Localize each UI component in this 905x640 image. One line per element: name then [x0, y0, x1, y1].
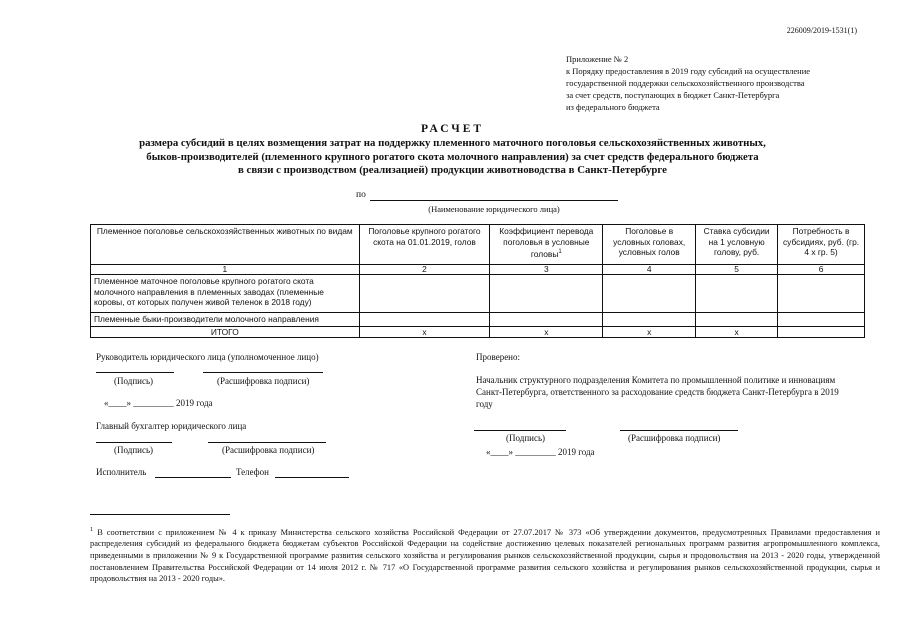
col-number: 3	[490, 265, 603, 275]
appendix-line: государственной поддержки сельскохозяйственного производства	[566, 78, 805, 88]
organization-name-caption: (Наименование юридического лица)	[428, 204, 560, 214]
header-cell-need: Потребность в субсидиях, руб. (гр. 4 х гр. 5)	[778, 225, 865, 265]
executor-label: Исполнитель	[96, 467, 147, 477]
table-cell-input[interactable]	[696, 313, 778, 327]
accountant-signature-line[interactable]	[96, 442, 172, 443]
header-cell-conditional: Поголовье в условных головах, условных голов	[603, 225, 696, 265]
decoding-caption: (Расшифровка подписи)	[222, 445, 315, 455]
footnote	[90, 524, 880, 585]
appendix-line: к Порядку предоставления в 2019 году субсидий на осуществление	[566, 66, 811, 76]
total-mark: x	[603, 326, 696, 338]
committee-decoding-line[interactable]	[620, 430, 738, 431]
table-cell-input[interactable]	[603, 313, 696, 327]
total-value-cell[interactable]	[778, 326, 865, 338]
accountant-decoding-line[interactable]	[208, 442, 326, 443]
footnote-mark: 1	[90, 526, 94, 533]
table-cell-input[interactable]	[778, 275, 865, 313]
header-cell-rate: Ставка субсидии на 1 условную голову, руб.	[696, 225, 778, 265]
header-cell-headcount: Поголовье крупного рогатого скота на 01.01.2019, голов	[359, 225, 490, 265]
row-label-bulls: Племенные быки-производители молочного направления	[91, 313, 360, 327]
date-field[interactable]: «____» _________ 2019 года	[104, 398, 213, 408]
col-number: 4	[603, 265, 696, 275]
decoding-caption: (Расшифровка подписи)	[628, 433, 721, 443]
signature-caption: (Подпись)	[506, 433, 546, 443]
table-cell-input[interactable]	[603, 275, 696, 313]
header-coefficient-text: Коэффициент перевода поголовья в условные головы	[499, 226, 594, 259]
appendix-line: Приложение № 2	[566, 54, 629, 64]
signature-caption: (Подпись)	[114, 445, 154, 455]
committee-signature-line[interactable]	[474, 430, 566, 431]
col-number: 2	[359, 265, 490, 275]
po-label: по	[356, 190, 366, 200]
appendix-line: из федерального бюджета	[566, 102, 660, 112]
table-cell-input[interactable]	[490, 313, 603, 327]
head-decoding-line[interactable]	[203, 372, 323, 373]
row-label-cows: Племенное маточное поголовье крупного рогатого скота молочного направления в племенных заводах (племенные коровы, от которых получен живой теленок в 2018 году)	[91, 275, 360, 313]
table-cell-input[interactable]	[359, 275, 490, 313]
total-label: ИТОГО	[91, 326, 360, 338]
checked-label: Проверено:	[476, 352, 521, 362]
total-mark: x	[359, 326, 490, 338]
table-cell-input[interactable]	[696, 275, 778, 313]
table-cell-input[interactable]	[778, 313, 865, 327]
signature-caption: (Подпись)	[114, 376, 154, 386]
date-field[interactable]: «____» _________ 2019 года	[486, 447, 595, 457]
total-mark: x	[696, 326, 778, 338]
decoding-caption: (Расшифровка подписи)	[217, 376, 310, 386]
phone-line[interactable]	[275, 477, 349, 478]
header-cell-animals: Племенное поголовье сельскохозяйственных животных по видам	[91, 225, 360, 265]
footnote-ref: 1	[558, 249, 562, 256]
table-cell-input[interactable]	[359, 313, 490, 327]
calculation-table	[90, 224, 865, 338]
accountant-title: Главный бухгалтер юридического лица	[96, 421, 247, 431]
footnote-text: В соответствии с приложением № 4 к приказу Министерства сельского хозяйства Российской Федерации от 27.07.2017 № 373 «Об утверждении документов, предусмотренных Правилами предоставления и распределения субсидий из федерального бюджета бюджетам субъектов Российской Федерации на содействие достижению целевых показателей региональных программ развития агропромышленного комплекса, приведенными в приложении № 9 к Государственной программе развития сельского хозяйства и регулирования рынков сельскохозяйственной продукции, сырья и продовольствия на 2013 - 2020 годы, утвержденной постановлением Правительства Российской Федерации от 14 июля 2012 г. № 717 «О Государственной программе развития сельского хозяйства и регулирования рынков сельскохозяйственной продукции, сырья и продовольствия на 2013 - 2020 годы».	[90, 527, 880, 584]
document-title: РАСЧЕТ	[420, 123, 485, 135]
document-id: 226009/2019-1531(1)	[786, 26, 857, 35]
phone-label: Телефон	[236, 467, 269, 477]
subtitle-line: в связи с производством (реализацией) продукции животноводства в Санкт-Петербурге	[238, 164, 667, 177]
col-number: 6	[778, 265, 865, 275]
subtitle-line: быков-производителей (племенного крупного рогатого скота молочного направления) за счет средств федерального бюджета	[146, 150, 759, 163]
document-subtitle	[40, 137, 865, 178]
executor-line[interactable]	[155, 477, 231, 478]
head-signature-line[interactable]	[96, 372, 174, 373]
appendix-line: за счет средств, поступающих в бюджет Санкт-Петербурга	[566, 90, 780, 100]
subtitle-line: размера субсидий в целях возмещения затрат на поддержку племенного маточного поголовья сельскохозяйственных животных,	[139, 137, 766, 149]
footnote-separator	[90, 514, 230, 515]
head-title: Руководитель юридического лица (уполномоченное лицо)	[96, 352, 319, 362]
col-number: 1	[91, 265, 360, 275]
col-number: 5	[696, 265, 778, 275]
table-cell-input[interactable]	[490, 275, 603, 313]
appendix-block	[566, 53, 866, 113]
committee-title: Начальник структурного подразделения Комитета по промышленной политике и инновациям Санкт-Петербурга, ответственного за расходование средств бюджета Санкт-Петербурга в 2019 году	[476, 375, 839, 409]
organization-name-field[interactable]	[370, 200, 618, 201]
total-mark: x	[490, 326, 603, 338]
header-cell-coefficient	[490, 225, 603, 265]
